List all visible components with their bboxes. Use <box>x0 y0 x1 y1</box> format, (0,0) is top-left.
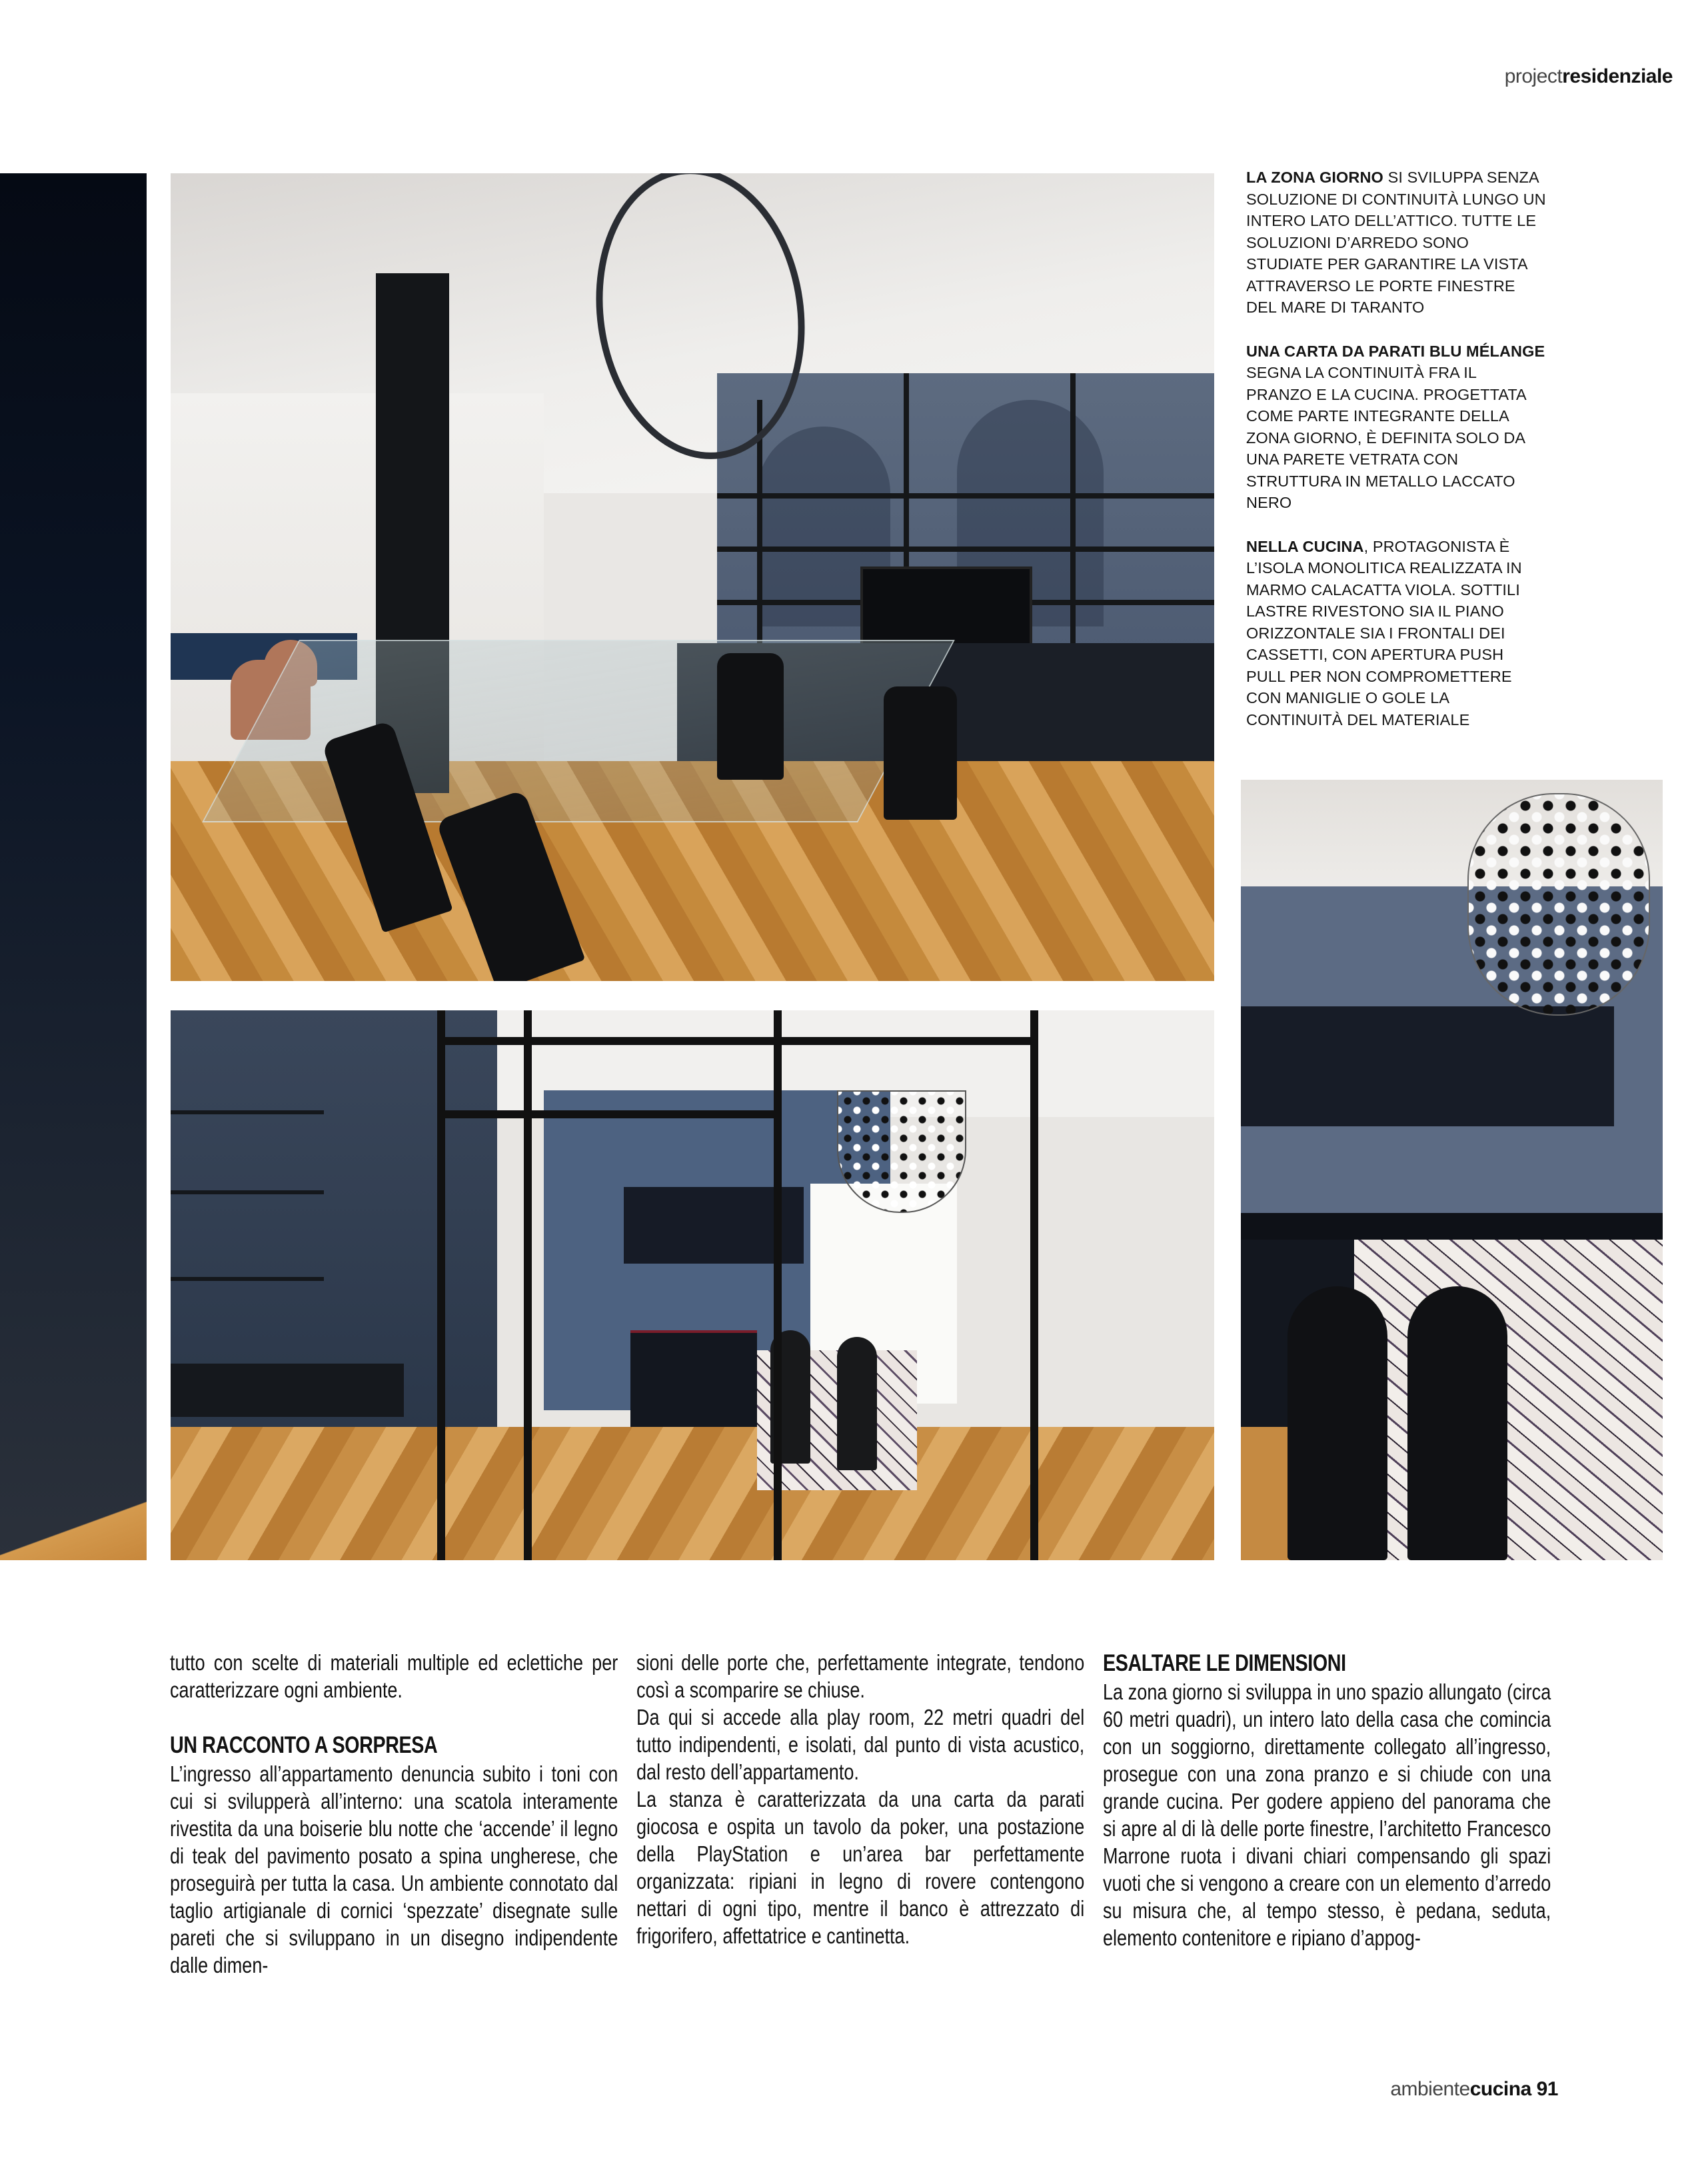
page-number: 91 <box>1536 2078 1558 2100</box>
article-column-1 <box>170 1649 618 1979</box>
article-column-2 <box>636 1649 1084 1949</box>
footer-magazine-light: ambiente <box>1390 2078 1470 2100</box>
photo-left-strip <box>0 173 147 1560</box>
photo-kitchen <box>1241 780 1663 1560</box>
paragraph: L’ingresso all’appartamento denuncia subito i toni con cui si svilupperà all’interno: una scatola interamente rivestita da una boiserie blu notte che ‘accende’ il legno di teak del pavimento posato a spina ungherese, che proseguirà per tutta la casa. Un ambiente connotato dal taglio artigianale di cornici ‘spezzate’ disegnate sulle pareti che si sviluppano in un disegno indipendente dalle dimen- <box>170 1761 618 1977</box>
shelf <box>717 493 1214 499</box>
running-head <box>1505 65 1673 88</box>
chair <box>884 686 957 820</box>
section-heading: UN RACCONTO A SORPRESA <box>170 1732 438 1758</box>
section-heading: ESALTARE LE DIMENSIONI <box>1103 1650 1346 1676</box>
teak-floor <box>0 1500 147 1560</box>
photo-glass-partition <box>171 1010 1214 1560</box>
paragraph: sioni delle porte che, perfettamente integrate, tendono così a scomparire se chiuse. <box>636 1650 1085 1702</box>
running-head-category: residenziale <box>1562 65 1673 87</box>
marble-island <box>1354 1240 1663 1560</box>
net-pendant-lamp <box>1467 793 1650 1016</box>
paragraph: tutto con scelte di materiali multiple ed eclettiche per caratterizzare ogni ambiente. <box>170 1650 618 1702</box>
photo-captions <box>1246 167 1546 752</box>
paragraph: La zona giorno si sviluppa in uno spazio allungato (circa 60 metri quadri), un intero lato della casa che comincia con un soggiorno, direttamente collegato all’ingresso, prosegue con una zona pranzo e si chiude con una grande cucina. Per godere appieno del panorama che si apre al di là delle porte finestre, l’architetto Francesco Marrone ruota i divani chiari compensando gli spazi vuoti che si vengono a creare con un elemento d’arredo su misura che, al tempo stesso, è pedana, seduta, elemento contenitore e ripiano d’appog- <box>1103 1679 1551 1950</box>
net-pendant-lamp <box>837 1090 966 1213</box>
caption-zona-giorno: LA ZONA GIORNO SI SVILUPPA SENZA SOLUZIONE DI CONTINUITÀ LUNGO UN INTERO LATO DELL’ATTICO. TUTTE LE SOLUZIONI D’ARREDO SONO STUDIATE PER GARANTIRE LA VISTA ATTRAVERSO LE PORTE FINESTRE DEL MARE DI TARANTO <box>1246 169 1546 316</box>
caption-carta-da-parati: UNA CARTA DA PARATI BLU MÉLANGE SEGNA LA CONTINUITÀ FRA IL PRANZO E LA CUCINA. PROGETTATA COME PARTE INTEGRANTE DELLA ZONA GIORNO, È DEFINITA SOLO DA UNA PARETE VETRATA CON STRUTTURA IN METALLO LACCATO NERO <box>1246 342 1545 511</box>
paragraph: Da qui si accede alla play room, 22 metri quadri del tutto indipendenti, e isolati, dal punto di vista acustico, dal resto dell’appartamento. <box>636 1705 1085 1784</box>
article-column-3 <box>1103 1649 1551 1951</box>
running-head-section: project <box>1504 65 1563 87</box>
caption-cucina: NELLA CUCINA, PROTAGONISTA È L’ISOLA MONOLITICA REALIZZATA IN MARMO CALACATTA VIOLA. SOTTILI LASTRE RIVESTONO SIA IL PIANO ORIZZONTALE SIA I FRONTALI DEI CASSETTI, CON APERTURA PUSH PULL PER NON COMPROMETTERE CON MANIGLIE O GOLE LA CONTINUITÀ DEL MATERIALE <box>1246 537 1522 728</box>
photo-dining-area <box>171 173 1214 981</box>
footer-magazine-bold: cucina <box>1469 2078 1531 2100</box>
glass-table <box>202 640 955 822</box>
shelf <box>717 546 1214 552</box>
herringbone-floor <box>171 1427 1214 1560</box>
page-footer <box>1390 2078 1558 2101</box>
paragraph: La stanza è caratterizzata da una carta da parati giocosa e ospita un tavolo da poker, una postazione della PlayStation e un’area bar perfettamente organizzata: ripiani in legno di rovere contengono nettari di ogni tipo, mentre il banco è attrezzato di frigorifero, affettatrice e cantinetta. <box>636 1787 1085 1948</box>
chair <box>717 653 784 780</box>
